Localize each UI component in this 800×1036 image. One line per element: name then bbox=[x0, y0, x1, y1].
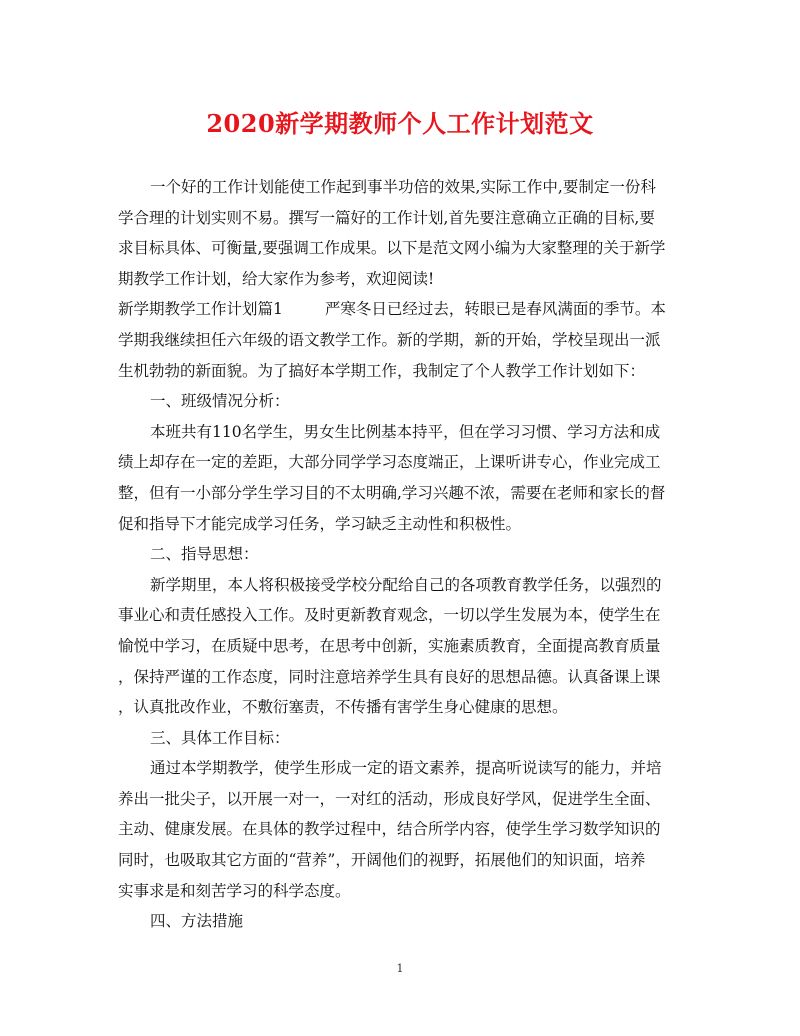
section-work-goals bbox=[118, 723, 684, 907]
plan-paragraph bbox=[118, 294, 684, 386]
plan-heading: 新学期教学工作计划篇1 bbox=[118, 300, 283, 319]
section-heading: 四、方法措施 bbox=[150, 912, 244, 931]
section-line: ，认真批改作业，不敷衍塞责，不传播有害学生身心健康的思想。 bbox=[118, 698, 568, 717]
section-line: 养出一批尖子，以开展一对一，一对红的活动，形成良好学风，促进学生全面、 bbox=[118, 789, 661, 808]
section-class-analysis bbox=[118, 386, 684, 539]
intro-paragraph bbox=[118, 172, 684, 294]
section-line: 通过本学期教学，使学生形成一定的语文素养，提高听说读写的能力，并培 bbox=[150, 759, 662, 778]
plan-line: 严寒冬日已经过去，转眼已是春风满面的季节。本 bbox=[324, 300, 666, 319]
section-line: 同时，也吸取其它方面的“营养”，开阔他们的视野，拓展他们的知识面，培养 bbox=[118, 851, 646, 870]
section-line: ，保持严谨的工作态度，同时注意培养学生具有良好的思想品德。认真备课上课 bbox=[118, 667, 661, 686]
document-title: 2020新学期教师个人工作计划范文 bbox=[206, 109, 594, 138]
section-line: 新学期里，本人将积极接受学校分配给自己的各项教育教学任务，以强烈的 bbox=[150, 575, 662, 594]
section-heading: 三、具体工作目标： bbox=[150, 728, 290, 747]
plan-line: 学期我继续担任六年级的语文教学工作。新的学期，新的开始，学校呈现出一派 bbox=[118, 330, 661, 349]
section-line: 本班共有110名学生，男女生比例基本持平，但在学习习惯、学习方法和成 bbox=[150, 422, 661, 441]
section-heading: 一、班级情况分析： bbox=[150, 392, 290, 411]
section-line: 愉悦中学习，在质疑中思考，在思考中创新，实施素质教育，全面提高教育质量 bbox=[118, 636, 661, 655]
section-line: 绩上却存在一定的差距，大部分同学学习态度端正，上课听讲专心，作业完成工 bbox=[118, 453, 661, 472]
document-body bbox=[118, 172, 684, 937]
section-heading: 二、指导思想： bbox=[150, 545, 259, 564]
section-guiding-ideology bbox=[118, 539, 684, 723]
section-line: 整，但有一小部分学生学习目的不太明确,学习兴趣不浓，需要在老师和家长的督 bbox=[118, 483, 666, 502]
section-line: 主动、健康发展。在具体的教学过程中，结合所学内容，使学生学习数学知识的 bbox=[118, 820, 661, 839]
intro-line: 求目标具体、可衡量,要强调工作成果。以下是范文网小编为大家整理的关于新学 bbox=[118, 239, 666, 258]
section-line: 促和指导下才能完成学习任务，学习缺乏主动性和积极性。 bbox=[118, 514, 522, 533]
page-number: 1 bbox=[396, 962, 404, 975]
section-line: 实事求是和刻苦学习的科学态度。 bbox=[118, 881, 351, 900]
section-line: 事业心和责任感投入工作。及时更新教育观念，一切以学生发展为本，使学生在 bbox=[118, 606, 661, 625]
intro-line: 学合理的计划实则不易。撰写一篇好的工作计划,首先要注意确立正确的目标,要 bbox=[118, 208, 655, 227]
section-methods bbox=[118, 906, 684, 937]
intro-line: 一个好的工作计划能使工作起到事半功倍的效果,实际工作中,要制定一份科 bbox=[150, 178, 656, 196]
plan-line: 生机勃勃的新面貌。为了搞好本学期工作，我制定了个人教学工作计划如下： bbox=[118, 361, 646, 380]
intro-line: 期教学工作计划，给大家作为参考，欢迎阅读! bbox=[118, 269, 435, 288]
